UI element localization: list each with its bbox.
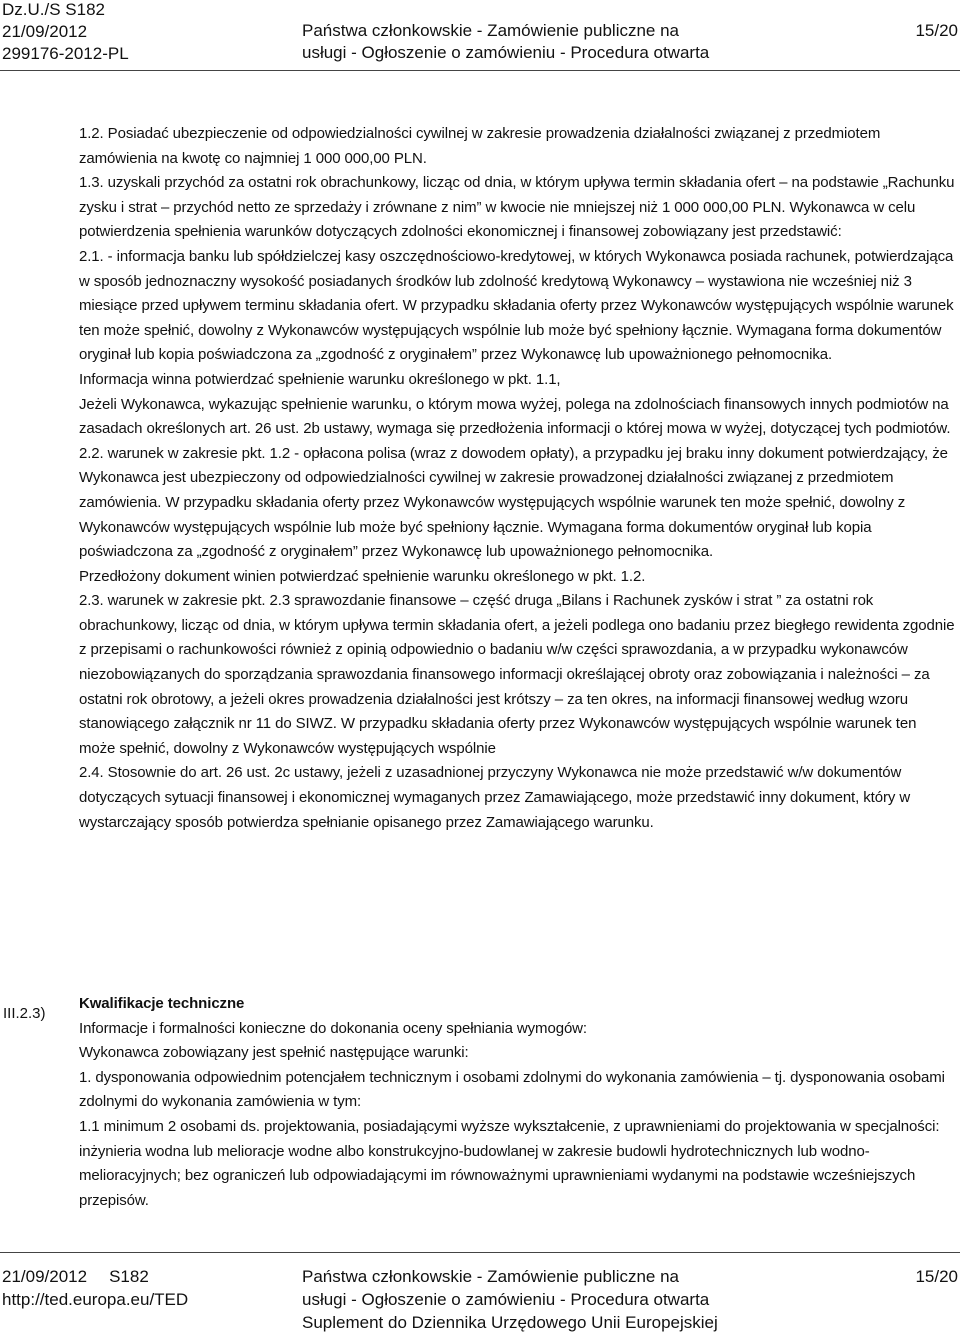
footer-title-line-2: usługi - Ogłoszenie o zamówieniu - Procedura otwarta — [302, 1290, 710, 1309]
section-technical-qualifications — [79, 992, 957, 1213]
header-title-line-2: usługi - Ogłoszenie o zamówieniu - Procedura otwarta — [302, 43, 710, 62]
footer-series: S182 — [109, 1267, 149, 1286]
journal-reference: Dz.U./S S182 — [2, 0, 105, 19]
paragraph: 2.3. warunek w zakresie pkt. 2.3 sprawozdanie finansowe – część druga „Bilans i Rachunek zysków i strat ” za ostatni rok obrachunkowy, licząc od dnia, w którym upływa termin składania ofert, a jeżeli podlega ono badaniu przez biegłego rewidenta zgodnie z przepisami o rachunkowości również z opinią odpowiednio o badaniu w/w części sprawozdania, a w przypadku wykonawców niezobowiązanych do sporządzania sprawozdania finansowego informacji określającej obroty oraz zobowiązania i należności – za ostatni rok obrotowy, a jeżeli okres prowadzenia działalności jest krótszy – za ten okres, na informacji finansowej według wzoru stanowiącego załącznik nr 11 do SIWZ. W przypadku składania oferty przez Wykonawców występujących wspólnie warunek ten może spełnić, dowolny z Wykonawców występujących wspólnie — [79, 592, 955, 757]
notice-number: 299176-2012-PL — [2, 44, 129, 63]
section-title: Kwalifikacje techniczne — [79, 995, 245, 1012]
footer-divider — [0, 1252, 960, 1253]
footer-title-line-3: Suplement do Dziennika Urzędowego Unii Europejskiej — [302, 1313, 718, 1332]
section-line: 1. dysponowania odpowiednim potencjałem technicznym i osobami zdolnymi do wykonania zamówienia – tj. dysponowania osobami zdolnymi do wykonania zamówienia w tym: — [79, 1068, 945, 1111]
section-line: Informacje i formalności konieczne do dokonania oceny spełniania wymogów: — [79, 1019, 587, 1037]
header-title-line-1: Państwa członkowskie - Zamówienie publiczne na — [302, 21, 680, 40]
paragraph: Przedłożony dokument winien potwierdzać spełnienie warunku określonego w pkt. 1.2. — [79, 567, 646, 585]
header-center — [302, 20, 709, 64]
footer-url[interactable]: http://ted.europa.eu/TED — [2, 1290, 189, 1309]
paragraph: 2.1. - informacja banku lub spółdzielczej kasy oszczędnościowo-kredytowej, w których Wykonawca posiada rachunek, potwierdzająca w sposób jednoznaczny wysokość posiadanych środków lub zdolność kredytową Wykonawcy – wystawiona nie wcześniej niż 3 miesiące przed upływem terminu składania ofert. W przypadku składania oferty przez Wykonawców występujących wspólnie warunek ten może spełnić, dowolny z Wykonawców występujących wspólnie lub może być spełniony łącznie. Wymagana forma dokumentów oryginał lub kopia poświadczona za „zgodność z oryginałem” przez Wykonawcę lub upoważnionego pełnomocnika. — [79, 247, 954, 364]
header-page-number: 15/20 — [915, 21, 958, 40]
paragraph: Informacja winna potwierdzać spełnienie warunku określonego w pkt. 1.1, — [79, 370, 561, 388]
paragraph: Jeżeli Wykonawca, wykazując spełnienie warunku, o którym mowa wyżej, polega na zdolnościach finansowych innych podmiotów na zasadach określonych art. 26 ust. 2b ustawy, wymaga się przedłożenia informacji o której mowa w wyżej, dotyczącej tych podmiotów. — [79, 395, 951, 438]
paragraph: 1.2. Posiadać ubezpieczenie od odpowiedzialności cywilnej w zakresie prowadzenia działalności związanej z przedmiotem zamówienia na kwotę co najmniej 1 000 000,00 PLN. — [79, 125, 881, 167]
paragraph: 2.2. warunek w zakresie pkt. 1.2 - opłacona polisa (wraz z dowodem opłaty), a przypadku jej braku inny dokument potwierdzający, że Wykonawca jest ubezpieczony od odpowiedzialności cywilnej w zakresie prowadzonej działalności związanej z przedmiotem zamówienia. W przypadku składania oferty przez Wykonawców występujących wspólnie warunek ten może spełnić, dowolny z Wykonawców występujących wspólnie lub może być spełniony łącznie. Wymagana forma dokumentów oryginał lub kopia poświadczona za „zgodność z oryginałem” przez Wykonawcę lub upoważnionego pełnomocnika. — [79, 444, 948, 561]
body-text — [79, 122, 955, 835]
header-left — [2, 0, 129, 65]
header-date: 21/09/2012 — [2, 22, 88, 41]
header-divider — [0, 70, 960, 71]
footer-title-line-1: Państwa członkowskie - Zamówienie publiczne na — [302, 1267, 680, 1286]
footer-center — [302, 1265, 718, 1334]
section-number: III.2.3) — [3, 1005, 46, 1022]
section-line: Wykonawca zobowiązany jest spełnić następujące warunki: — [79, 1044, 469, 1062]
paragraph: 2.4. Stosownie do art. 26 ust. 2c ustawy, jeżeli z uzasadnionej przyczyny Wykonawca nie może przedstawić w/w dokumentów dotyczących sytuacji finansowej i ekonomicznej wymaganych przez Zamawiającego, może przedstawić inny dokument, który w wystarczający sposób potwierdza spełnianie opisanego przez Zamawiającego warunku. — [79, 764, 911, 831]
footer-date: 21/09/2012 — [2, 1267, 88, 1286]
footer-left — [2, 1265, 188, 1311]
footer-page-number: 15/20 — [915, 1267, 958, 1286]
section-line: 1.1 minimum 2 osobami ds. projektowania, posiadającymi wyższe wykształcenie, z uprawnieniami do projektowania w specjalności: inżynieria wodna lub melioracje wodne albo konstrukcyjno-budowlanej w zakresie budowli hydrotechnicznych lub wodno-melioracyjnych; bez ograniczeń lub odpowiadającymi im równoważnymi uprawnieniami wydanymi na podstawie wcześniejszych przepisów. — [79, 1117, 940, 1209]
paragraph: 1.3. uzyskali przychód za ostatni rok obrachunkowy, licząc od dnia, w którym upływa termin składania ofert – na podstawie „Rachunku zysku i strat – przychód netto ze sprzedaży i zrównane z nim” w kwocie nie mniejszej niż 1 000 000,00 PLN. Wykonawca w celu potwierdzenia spełnienia warunków dotyczących zdolności ekonomicznej i finansowej zobowiązany jest przedstawić: — [79, 174, 955, 241]
